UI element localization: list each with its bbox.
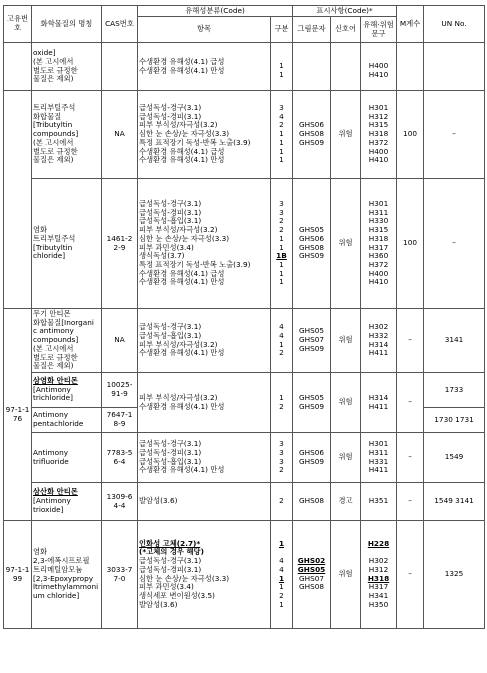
name-cell: Antimony pentachloride <box>32 408 102 433</box>
table-row <box>4 483 485 521</box>
signal-cell <box>331 43 361 91</box>
cas-cell: 1461-2 2-9 <box>102 179 138 309</box>
cas-cell <box>102 43 138 91</box>
name-cell: 염화 2,3-에폭시프로필 트리메틸암모늄 [2,3-Epoxypropy ltrimethylammoni um chloride] <box>32 521 102 629</box>
pictogram-cell: GHS06 GHS09 <box>293 433 331 483</box>
signal-cell: 위험 <box>331 433 361 483</box>
cas-cell: 7647-1 8-9 <box>102 408 138 433</box>
un-cell: 1730 1731 <box>424 408 485 433</box>
table-row <box>4 91 485 179</box>
header-name: 화학물질의 명칭 <box>32 6 102 43</box>
category-cell: 3 4 2 1 1 1 1 <box>271 91 293 179</box>
un-cell: – <box>424 179 485 309</box>
hazard-statement-cell: H301 H311 H331 H411 <box>361 433 397 483</box>
header-m-factor: M계수 <box>397 6 424 43</box>
cas-cell: NA <box>102 309 138 373</box>
items-cell: 수생환경 유해성(4.1) 급성 수생환경 유해성(4.1) 만성 <box>138 43 271 91</box>
m-factor-cell: – <box>397 483 424 521</box>
cas-cell: 7783-5 6-4 <box>102 433 138 483</box>
pictogram-cell: GHS05 GHS09 <box>293 373 331 433</box>
header-category: 구분 <box>271 17 293 43</box>
header-hazard-statement: 유해·위험 문구 <box>361 17 397 43</box>
name-cell: 삼산화 안티몬 [Antimony trioxide] <box>32 483 102 521</box>
table-row <box>4 309 485 373</box>
m-factor-cell: – <box>397 309 424 373</box>
pictogram-cell: GHS06 GHS08 GHS09 <box>293 91 331 179</box>
category-cell: 2 <box>271 483 293 521</box>
items-cell: 인화성 고체(2.7)* (*고체의 경우 해당) 급성독성-경구(3.1) 급성독성-경피(3.1) 심한 눈 손상/눈 자극성(3.3) 피부 과민성(3.4) 생식세포 변이원성(3.5) 발암성(3.6) <box>138 521 271 629</box>
hazard-statement-cell: H301 H312 H315 H318 H372 H400 H410 <box>361 91 397 179</box>
category-cell: 3 3 2 2 1 1 1B 1 1 1 <box>271 179 293 309</box>
category-cell: 1 1 <box>271 43 293 91</box>
signal-cell: 위험 <box>331 309 361 373</box>
header-pictogram: 그림문자 <box>293 17 331 43</box>
header-no: 고유번호 <box>4 6 32 43</box>
pictogram-cell: GHS05 GHS06 GHS08 GHS09 <box>293 179 331 309</box>
signal-cell: 위험 <box>331 373 361 433</box>
m-factor-cell: – <box>397 373 424 433</box>
hazard-statement-cell: H302 H332 H314 H411 <box>361 309 397 373</box>
cas-cell: 10025- 91-9 <box>102 373 138 408</box>
pictogram-cell: GHS08 <box>293 483 331 521</box>
m-factor-cell: – <box>397 521 424 629</box>
no-cell <box>4 43 32 91</box>
table-row <box>4 179 485 309</box>
signal-cell: 위험 <box>331 179 361 309</box>
cas-cell: 3033-7 7-0 <box>102 521 138 629</box>
signal-cell: 위험 <box>331 521 361 629</box>
pictogram-cell <box>293 43 331 91</box>
category-cell: 1 2 <box>271 373 293 433</box>
items-cell: 피부 부식성/자극성(3.2) 수생환경 유해성(4.1) 만성 <box>138 373 271 433</box>
un-cell: 1549 3141 <box>424 483 485 521</box>
hazard-classification-table <box>3 5 485 629</box>
name-cell: 염화 트리부틸주석 [Tributyltin chloride] <box>32 179 102 309</box>
hazard-statement-cell: H228 H302 H312 H318 H317 H341 H350 <box>361 521 397 629</box>
un-cell: – <box>424 91 485 179</box>
un-cell: 1549 <box>424 433 485 483</box>
m-factor-cell: 100 <box>397 179 424 309</box>
un-cell: 1325 <box>424 521 485 629</box>
name-cell: oxide] (본 고시에서 별도로 규정한 물질은 제외) <box>32 43 102 91</box>
name-cell: Antimony trifluoride <box>32 433 102 483</box>
items-cell: 급성독성-경구(3.1) 급성독성-경피(3.1) 피부 부식성/자극성(3.2) 심한 눈 손상/눈 자극성(3.3) 특정 표적장기 독성-반복 노출(3.9) 수생환경 유해성(4.1) 급성 수생환경 유해성(4.1) 만성 <box>138 91 271 179</box>
category-cell: 1 4 4 1 1 2 1 <box>271 521 293 629</box>
header-un-no: UN No. <box>424 6 485 43</box>
pictogram-cell: GHS02 GHS05 GHS07 GHS08 <box>293 521 331 629</box>
un-cell: 3141 <box>424 309 485 373</box>
hazard-statement-cell: H314 H411 <box>361 373 397 433</box>
un-cell <box>424 43 485 91</box>
signal-cell: 위험 <box>331 91 361 179</box>
header-item: 항목 <box>138 17 271 43</box>
name-cell: 무기 안티몬 화합물질[Inorgani c antimony compounds] (본 고시에서 별도로 규정한 물질은 제외) <box>32 309 102 373</box>
no-cell <box>4 91 32 309</box>
category-cell: 3 3 3 2 <box>271 433 293 483</box>
category-cell: 4 4 1 2 <box>271 309 293 373</box>
table-row <box>4 521 485 629</box>
cas-cell: NA <box>102 91 138 179</box>
items-cell: 급성독성-경구(3.1) 급성독성-경피(3.1) 급성독성-흡입(3.1) 피부 부식성/자극성(3.2) 심한 눈 손상/눈 자극성(3.3) 피부 과민성(3.4) 생식독성(3.7) 특정 표적장기 독성-반복 노출(3.9) 수생환경 유해성(4.1) 급성 수생환경 유해성(4.1) 만성 <box>138 179 271 309</box>
items-cell: 급성독성-경구(3.1) 급성독성-흡입(3.1) 피부 부식성/자극성(3.2) 수생환경 유해성(4.1) 만성 <box>138 309 271 373</box>
header-labelling: 표시사항(Code)* <box>293 6 397 17</box>
header-cas: CAS번호 <box>102 6 138 43</box>
header-signal-word: 신호어 <box>331 17 361 43</box>
items-cell: 발암성(3.6) <box>138 483 271 521</box>
no-cell: 97-1-1 76 <box>4 309 32 521</box>
hazard-statement-cell: H351 <box>361 483 397 521</box>
signal-cell: 경고 <box>331 483 361 521</box>
table-row <box>4 373 485 408</box>
no-cell: 97-1-1 99 <box>4 521 32 629</box>
m-factor-cell: 100 <box>397 91 424 179</box>
cas-cell: 1309-6 4-4 <box>102 483 138 521</box>
hazard-statement-cell: H301 H311 H330 H315 H318 H317 H360 H372 H400 H410 <box>361 179 397 309</box>
table-row <box>4 433 485 483</box>
m-factor-cell: – <box>397 433 424 483</box>
name-cell: 트리부틸주석 화합물질 [Tributyltin compounds] (본 고시에서 별도로 규정한 물질은 제외) <box>32 91 102 179</box>
name-cell: 삼염화 안티몬 [Antimony trichloride] <box>32 373 102 408</box>
un-cell: 1733 <box>424 373 485 408</box>
pictogram-cell: GHS05 GHS07 GHS09 <box>293 309 331 373</box>
table-row <box>4 43 485 91</box>
items-cell: 급성독성-경구(3.1) 급성독성-경피(3.1) 급성독성-흡입(3.1) 수생환경 유해성(4.1) 만성 <box>138 433 271 483</box>
m-factor-cell <box>397 43 424 91</box>
hazard-statement-cell: H400 H410 <box>361 43 397 91</box>
header-classification: 유해성분류(Code) <box>138 6 293 17</box>
